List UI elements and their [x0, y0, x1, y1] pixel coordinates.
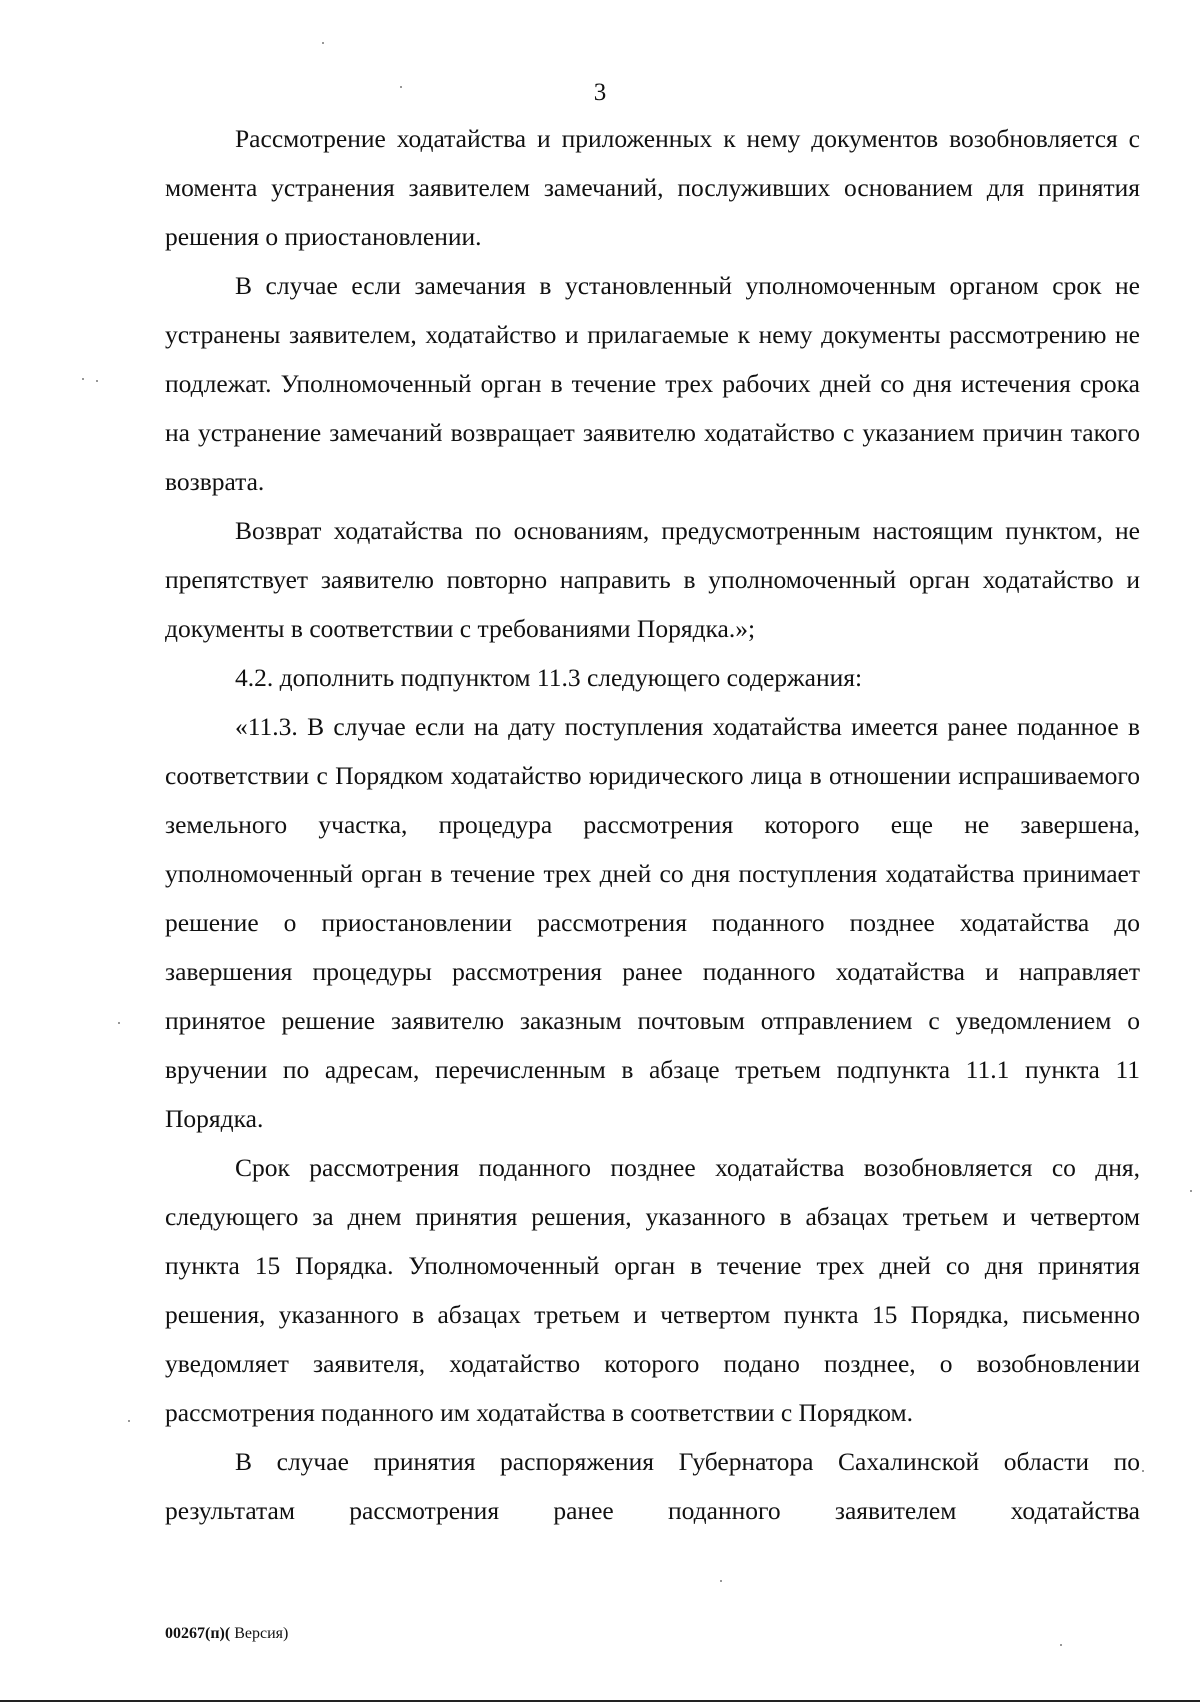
scan-speck	[1060, 1644, 1062, 1646]
paragraph: Возврат ходатайства по основаниям, предусмотренным настоящим пунктом, не препятствует заявителю повторно направить в уполномоченный орган ходатайство и документы в соответствии с требованиями Порядка.»;	[165, 516, 1140, 643]
scan-speck	[96, 380, 98, 382]
scan-speck	[128, 1420, 130, 1422]
footer-version: Версия)	[230, 1625, 289, 1642]
paragraph: Срок рассмотрения поданного позднее ходатайства возобновляется со дня, следующего за днем принятия решения, указанного в абзацах третьем и четвертом пункта 15 Порядка. Уполномоченный орган в течение трех дней со дня принятия решения, указанного в абзацах третьем и четвертом пункта 15 Порядка, письменно уведомляет заявителя, ходатайство которого подано позднее, о возобновлении рассмотрения поданного им ходатайства в соответствии с Порядком.	[165, 1153, 1140, 1427]
footer-code: 00267(п)(	[165, 1625, 231, 1642]
paragraph: 4.2. дополнить подпунктом 11.3 следующего содержания:	[235, 663, 863, 692]
scan-speck	[1190, 1190, 1192, 1192]
scan-speck	[1142, 1470, 1144, 1472]
scan-edge-line	[0, 1700, 1200, 1702]
scan-speck	[322, 42, 324, 44]
document-body	[165, 114, 1140, 1535]
paragraph: В случае если замечания в установленный уполномоченным органом срок не устранены заявителем, ходатайство и прилагаемые к нему документы рассмотрению не подлежат. Уполномоченный орган в течение трех рабочих дней со дня истечения срока на устранение замечаний возвращает заявителю ходатайство с указанием причин такого возврата.	[165, 271, 1140, 496]
page-number: 3	[593, 79, 607, 106]
paragraph: «11.3. В случае если на дату поступления ходатайства имеется ранее поданное в соответствии с Порядком ходатайство юридического лица в отношении испрашиваемого земельного участка, процедура рассмотрения которого еще не завершена, уполномоченный орган в течение трех дней со дня поступления ходатайства принимает решение о приостановлении рассмотрения поданного позднее ходатайства до завершения процедуры рассмотрения ранее поданного ходатайства и направляет принятое решение заявителю заказным почтовым отправлением с уведомлением о вручении по адресам, перечисленным в абзаце третьем подпункта 11.1 пункта 11 Порядка.	[165, 712, 1140, 1133]
scan-speck	[720, 1580, 722, 1582]
scan-speck	[118, 1022, 120, 1024]
scan-speck	[82, 378, 84, 380]
paragraph: В случае принятия распоряжения Губернатора Сахалинской области по результатам рассмотрения ранее поданного заявителем ходатайства	[165, 1447, 1140, 1525]
document-code-footer	[165, 1624, 288, 1644]
scan-speck	[400, 86, 402, 88]
paragraph: Рассмотрение ходатайства и приложенных к нему документов возобновляется с момента устранения заявителем замечаний, послуживших основанием для принятия решения о приостановлении.	[165, 124, 1140, 251]
